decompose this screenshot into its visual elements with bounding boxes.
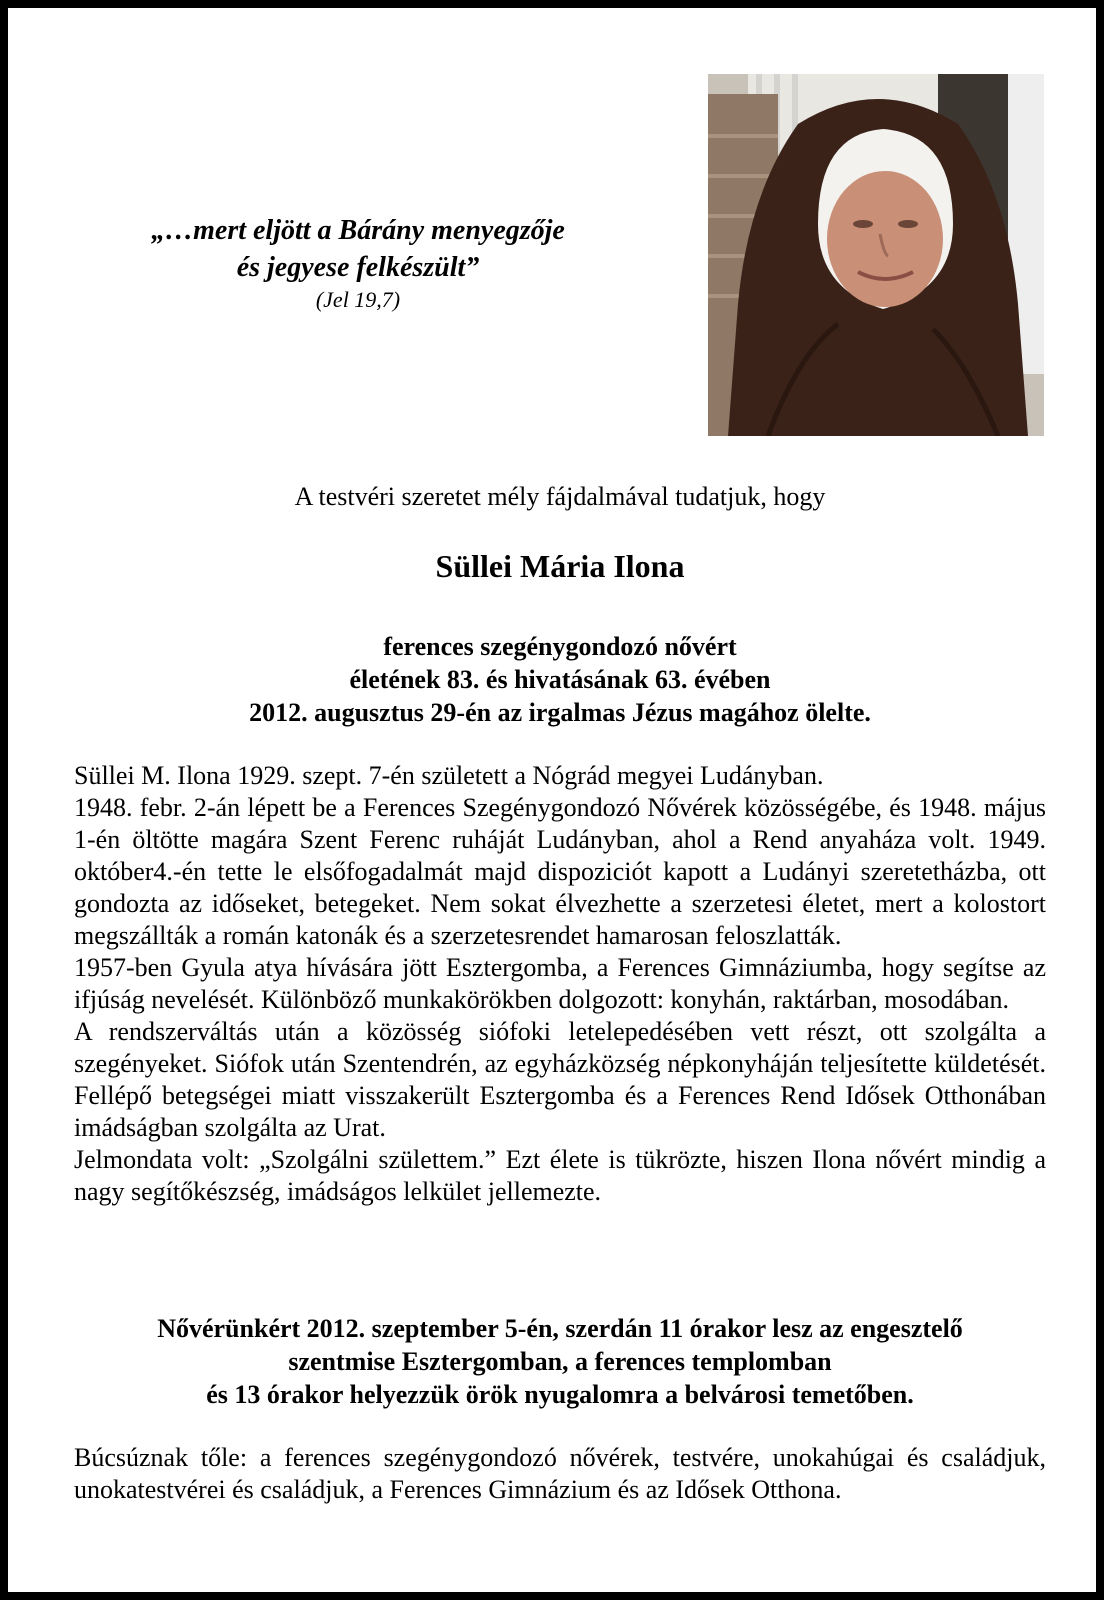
- bio-paragraph: 1948. febr. 2-án lépett be a Ferences Szegénygondozó Nővérek közösségébe, és 1948. május 1-én öltötte magára Szent Ferenc ruháját Ludányban, ahol a Rend anyaháza volt. 1949. október4.-én tette le elsőfogadalmát majd dispoziciót kapott a Ludányi szeretetházba, ott gondozta az időseket, betegeket. Nem sokat élvezhette a szerzetesi életet, mert a kolostort megszállták a román katonák és a szerzetesrendet hamarosan feloszlatták.: [74, 793, 1046, 950]
- bible-quote: [108, 212, 608, 286]
- quote-line: és jegyese felkészült”: [236, 252, 480, 283]
- quote-reference: (Jel 19,7): [315, 287, 401, 312]
- status-line: életének 83. és hivatásának 63. évében: [349, 665, 771, 694]
- bio-paragraph: A rendszerváltás után a közösség siófoki letelepedésében vett részt, ott szolgálta a szegényeket. Siófok után Szentendrén, az egyházközség népkonyháján teljesítette küldetését. Fellépő betegségei miatt visszakerült Esztergomba és a Ferences Rend Idősek Otthonában imádságban szolgálta az Urat.: [74, 1017, 1046, 1142]
- status-block: [68, 630, 1052, 729]
- funeral-service-info: [68, 1312, 1052, 1411]
- biography: [74, 760, 1046, 1208]
- farewell-text: Búcsúznak tőle: a ferences szegénygondozó nővérek, testvére, unokahúgai és családjuk, unokatestvérei és családjuk, a Ferences Gimnázium és az Idősek Otthona.: [74, 1443, 1046, 1504]
- service-line: Nővérünkért 2012. szeptember 5-én, szerdán 11 órakor lesz az engesztelő: [157, 1314, 963, 1343]
- bio-paragraph: Jelmondata volt: „Szolgálni születtem.” Ezt élete is tükrözte, hiszen Ilona nővért mindig a nagy segítőkészség, imádságos lelkület jellemezte.: [74, 1145, 1046, 1206]
- bio-paragraph: Süllei M. Ilona 1929. szept. 7-én született a Nógrád megyei Ludányban.: [74, 761, 824, 790]
- intro-text: A testvéri szeretet mély fájdalmával tudatjuk, hogy: [294, 482, 826, 511]
- quote-line: „…mert eljött a Bárány menyegzője: [151, 215, 565, 246]
- portrait-photo: [708, 74, 1044, 436]
- status-line: ferences szegénygondozó nővért: [383, 632, 737, 661]
- deceased-name: Süllei Mária Ilona: [435, 548, 685, 584]
- service-line: szentmise Esztergomban, a ferences templomban: [288, 1347, 832, 1376]
- bio-paragraph: 1957-ben Gyula atya hívására jött Esztergomba, a Ferences Gimnáziumba, hogy segítse az ifjúság nevelését. Különböző munkakörökben dolgozott: konyhán, raktárban, mosodában.: [74, 953, 1046, 1014]
- status-line: 2012. augusztus 29-én az irgalmas Jézus magához ölelte.: [249, 698, 871, 727]
- service-line: és 13 órakor helyezzük örök nyugalomra a belvárosi temetőben.: [206, 1380, 914, 1409]
